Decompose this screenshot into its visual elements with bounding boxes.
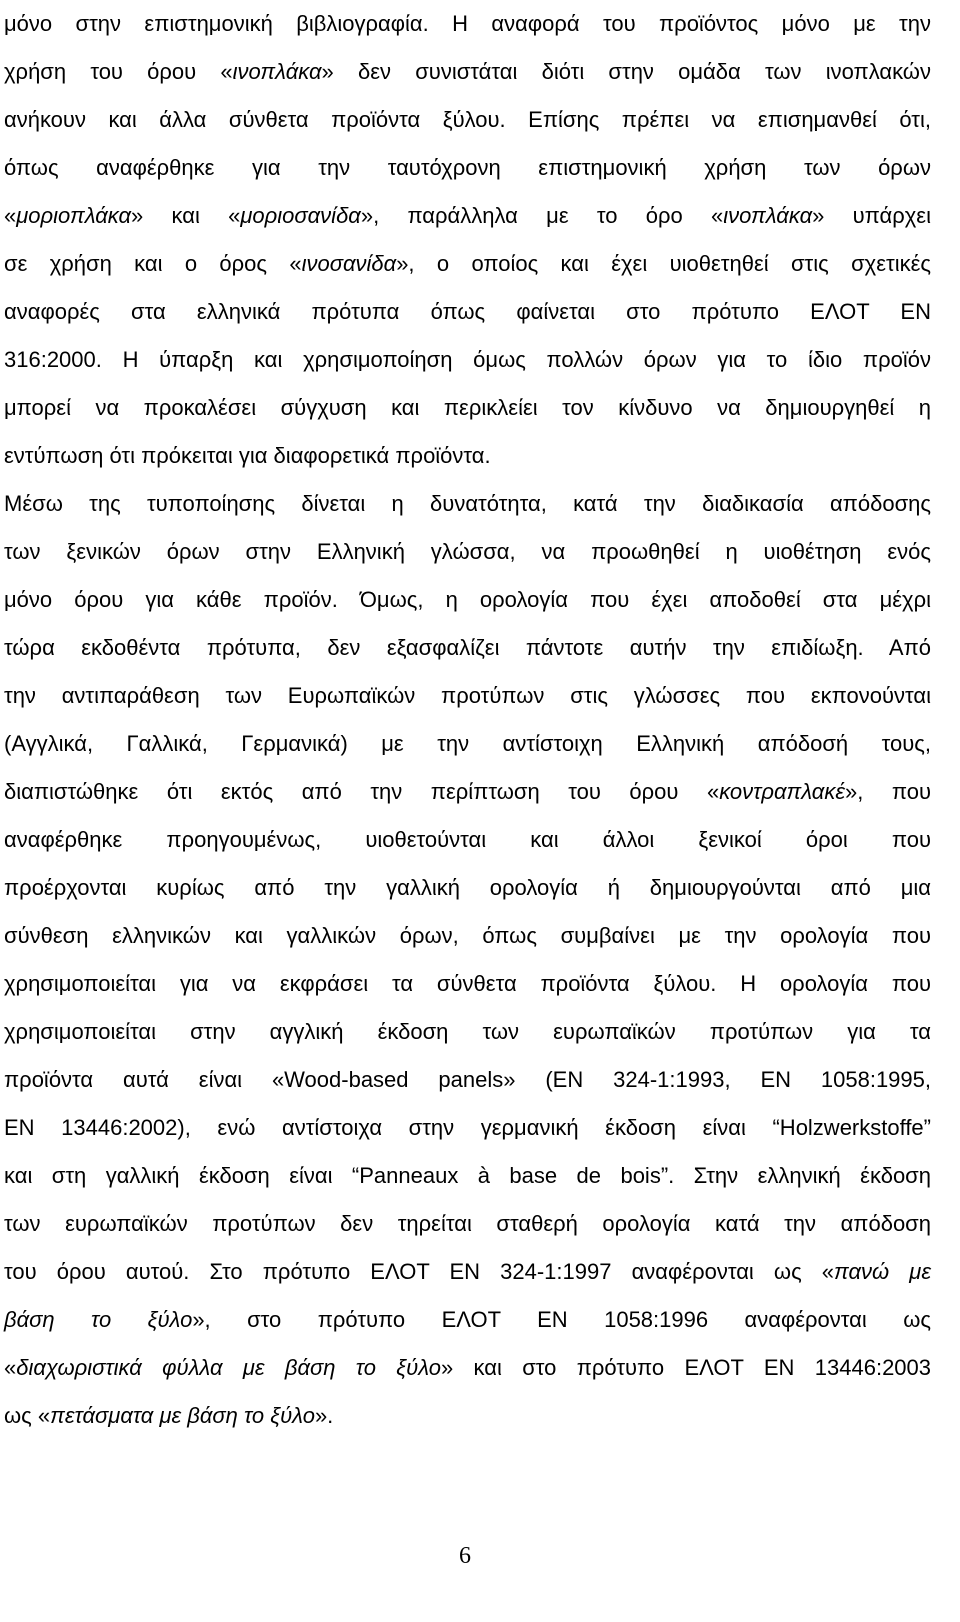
text-run: ανήκουν και άλλα σύνθετα προϊόντα ξύλου. Επίσης πρέπει να επισημανθεί ότι, <box>4 107 931 132</box>
text-run: » και « <box>131 203 241 228</box>
text-run: διαπιστώθηκε ότι εκτός από την περίπτωση του όρου « <box>4 779 720 804</box>
text-run: (Αγγλικά, Γαλλικά, Γερμανικά) με την αντίστοιχη Ελληνική απόδοσή τους, <box>4 731 931 756</box>
text-line <box>4 336 931 384</box>
text-run: EN 13446:2002), ενώ αντίστοιχα στην γερμανική έκδοση είναι “Holzwerkstoffe” <box>4 1115 931 1140</box>
italic-term: ινοπλάκα <box>723 203 813 228</box>
text-line <box>4 1152 931 1200</box>
text-line <box>4 528 931 576</box>
italic-term: πανώ με <box>834 1259 931 1284</box>
text-line <box>4 288 931 336</box>
text-run: των ευρωπαϊκών προτύπων δεν τηρείται σταθερή ορολογία κατά την απόδοση <box>4 1211 931 1236</box>
text-line <box>4 1200 931 1248</box>
text-run: εντύπωση ότι πρόκειται για διαφορετικά προϊόντα. <box>4 443 491 468</box>
italic-term: ινοπλάκα <box>232 59 322 84</box>
text-run: « <box>4 1355 17 1380</box>
page-number: 6 <box>459 1543 471 1569</box>
italic-term: μοριοσανίδα <box>240 203 361 228</box>
text-line <box>4 192 931 240</box>
text-run: τώρα εκδοθέντα πρότυπα, δεν εξασφαλίζει πάντοτε αυτήν την επιδίωξη. Από <box>4 635 931 660</box>
text-run: ως « <box>4 1403 51 1428</box>
text-run: χρησιμοποιείται για να εκφράσει τα σύνθετα προϊόντα ξύλου. Η ορολογία που <box>4 971 931 996</box>
text-line <box>4 576 931 624</box>
text-line <box>4 1008 931 1056</box>
text-run: του όρου αυτού. Στο πρότυπο ΕΛΟΤ ΕΝ 324-1:1997 αναφέρονται ως « <box>4 1259 835 1284</box>
text-run: » δεν συνιστάται διότι στην ομάδα των ινοπλακών <box>321 59 931 84</box>
text-run: μπορεί να προκαλέσει σύγχυση και περικλείει τον κίνδυνο να δημιουργηθεί η <box>4 395 931 420</box>
text-line <box>4 720 931 768</box>
text-line <box>4 672 931 720</box>
text-run: Μέσω της τυποποίησης δίνεται η δυνατότητα, κατά την διαδικασία απόδοσης <box>4 491 931 516</box>
text-line <box>4 1248 931 1296</box>
text-run: χρησιμοποιείται στην αγγλική έκδοση των ευρωπαϊκών προτύπων για τα <box>4 1019 931 1044</box>
text-line <box>4 624 931 672</box>
text-line <box>4 816 931 864</box>
text-line <box>4 432 931 480</box>
text-run: « <box>4 203 17 228</box>
text-run: όπως αναφέρθηκε για την ταυτόχρονη επιστημονική χρήση των όρων <box>4 155 931 180</box>
text-line <box>4 768 931 816</box>
text-run: χρήση του όρου « <box>4 59 233 84</box>
text-line <box>4 240 931 288</box>
text-line <box>4 384 931 432</box>
text-line <box>4 1344 931 1392</box>
italic-term: διαχωριστικά φύλλα με βάση το ξύλο <box>16 1355 441 1380</box>
text-run: μόνο όρου για κάθε προϊόν. Όμως, η ορολογία που έχει αποδοθεί στα μέχρι <box>4 587 931 612</box>
text-run: » και στο πρότυπο ΕΛΟΤ ΕΝ 13446:2003 <box>440 1355 932 1380</box>
text-line <box>4 864 931 912</box>
text-run: 316:2000. Η ύπαρξη και χρησιμοποίηση όμως πολλών όρων για το ίδιο προϊόν <box>4 347 931 372</box>
text-run: την αντιπαράθεση των Ευρωπαϊκών προτύπων στις γλώσσες που εκπονούνται <box>4 683 931 708</box>
text-run: », στο πρότυπο ΕΛΟΤ ΕΝ 1058:1996 αναφέρονται ως <box>192 1307 931 1332</box>
text-line <box>4 480 931 528</box>
italic-term: βάση το ξύλο <box>4 1307 193 1332</box>
text-run: και στη γαλλική έκδοση είναι “Panneaux à base de bois”. Στην ελληνική έκδοση <box>4 1163 931 1188</box>
text-line <box>4 960 931 1008</box>
text-run: » υπάρχει <box>812 203 931 228</box>
text-run: αναφέρθηκε προηγουμένως, υιοθετούνται και άλλοι ξενικοί όροι που <box>4 827 931 852</box>
text-line <box>4 48 931 96</box>
italic-term: κοντραπλακέ <box>719 779 845 804</box>
text-run: », ο οποίος και έχει υιοθετηθεί στις σχετικές <box>396 251 931 276</box>
text-run: σύνθεση ελληνικών και γαλλικών όρων, όπως συμβαίνει με την ορολογία που <box>4 923 931 948</box>
text-run: προϊόντα αυτά είναι «Wood-based panels» (EN 324-1:1993, EN 1058:1995, <box>4 1067 931 1092</box>
text-line <box>4 96 931 144</box>
text-run: προέρχονται κυρίως από την γαλλική ορολογία ή δημιουργούνται από μια <box>4 875 931 900</box>
text-run: », παράλληλα με το όρο « <box>360 203 724 228</box>
body-text <box>4 0 931 1440</box>
text-run: των ξενικών όρων στην Ελληνική γλώσσα, να προωθηθεί η υιοθέτηση ενός <box>4 539 931 564</box>
text-run: αναφορές στα ελληνικά πρότυπα όπως φαίνεται στο πρότυπο ΕΛΟΤ ΕΝ <box>4 299 931 324</box>
text-line <box>4 144 931 192</box>
text-line <box>4 912 931 960</box>
text-run: σε χρήση και ο όρος « <box>4 251 302 276</box>
italic-term: μοριοπλάκα <box>16 203 132 228</box>
italic-term: πετάσματα με βάση το ξύλο <box>50 1403 315 1428</box>
text-line <box>4 0 931 48</box>
text-run: », που <box>845 779 931 804</box>
text-line <box>4 1056 931 1104</box>
text-run: μόνο στην επιστημονική βιβλιογραφία. Η αναφορά του προϊόντος μόνο με την <box>4 11 931 36</box>
text-line <box>4 1104 931 1152</box>
text-line <box>4 1296 931 1344</box>
italic-term: ινοσανίδα <box>301 251 397 276</box>
text-run: ». <box>314 1403 334 1428</box>
text-line <box>4 1392 931 1440</box>
